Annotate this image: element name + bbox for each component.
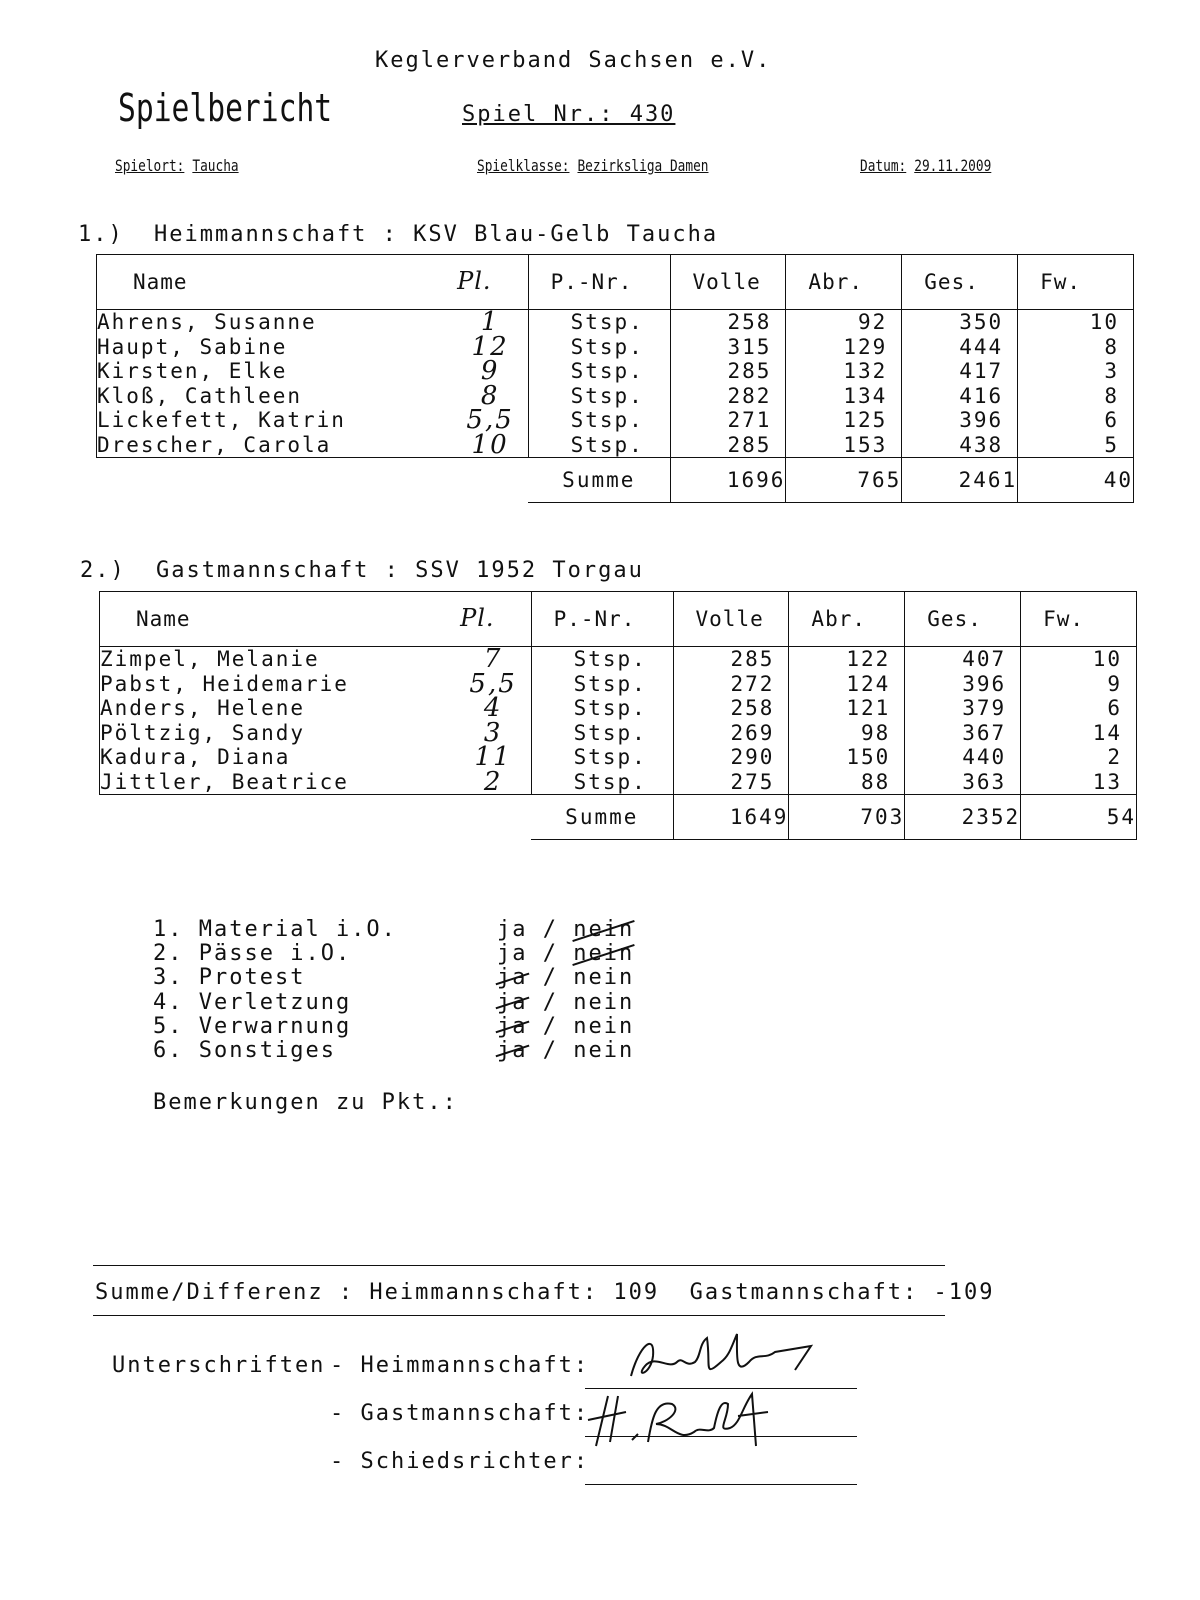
game-number: Spiel Nr.: 430 [462,102,676,127]
player-ges-2: 396 [962,671,1007,696]
home-signature-scribble [625,1326,825,1390]
player-ges-1: 350 [959,310,1004,334]
date-field [860,156,991,175]
ges-column-header: Ges. [902,255,1018,310]
player-ges-3: 417 [959,359,1004,383]
option-nein: nein [573,989,635,1015]
player-pl-5 [463,742,530,772]
date-value: 29.11.2009 [914,156,992,175]
player-pnr-5: Stsp. [573,745,647,769]
player-volle [673,647,789,795]
player-pnr [531,647,673,795]
player-fw [1018,310,1134,458]
sum-row [100,795,1137,840]
handwritten-place: 12 [471,331,509,362]
summary-top-rule [93,1265,945,1266]
player-name-4: Pöltzig, Sandy [100,720,306,745]
player-abr-3: 132 [843,359,888,383]
checklist-question: 6. Sonstiges [153,1037,336,1063]
player-pnr-2: Stsp. [573,671,647,696]
player-abr-4: 98 [860,720,891,745]
player-fw-2: 8 [1104,334,1119,359]
player-name-6: Jittler, Beatrice [100,769,349,794]
option-separator: / [527,917,574,942]
option-nein: nein [573,965,635,991]
player-fw-1: 10 [1089,310,1119,334]
player-fw-4: 8 [1104,383,1119,408]
guest-score-table [99,591,1137,840]
option-separator: / [527,1013,574,1039]
summary-label: Summe/Differenz : [95,1280,355,1305]
player-places [460,307,528,460]
player-ges-6: 438 [959,432,1004,457]
player-fw [1021,647,1137,795]
players-body [100,647,1137,795]
player-pnr-1: Stsp. [573,647,647,671]
checklist-question: 5. Verwarnung [153,1013,352,1039]
guest-team-label: Gastmannschaft : SSV 1952 Torgau [156,558,644,583]
name-column-header: Name Pl. [97,255,529,310]
sum-abr: 703 [789,795,905,840]
home-team-label: Heimmannschaft : KSV Blau-Gelb Taucha [154,222,719,247]
player-abr-5: 150 [846,745,891,769]
player-pnr-3: Stsp. [570,359,644,383]
option-nein: nein [573,1037,635,1063]
player-pl-3 [463,693,530,723]
pnr-column-header: P.-Nr. [531,592,673,647]
player-abr-2: 124 [846,671,891,696]
summary-line [95,1280,995,1305]
summary-guest-label: Gastmannschaft: [689,1280,919,1305]
checklist-item-5 [153,1015,634,1039]
player-name-2: Haupt, Sabine [97,334,288,359]
signatures-label: Unterschriften [112,1353,326,1378]
player-fw-6: 13 [1092,769,1122,794]
class-label: Spielklasse: [477,156,570,175]
option-nein: nein [573,917,635,942]
player-pl-6 [463,766,530,797]
player-pl-1 [460,307,527,337]
venue-value: Taucha [192,156,239,175]
player-volle-6: 285 [727,432,772,457]
option-nein: nein [573,1013,635,1039]
option-ja: ja [497,965,528,991]
player-ges [902,310,1018,458]
player-ges-4: 416 [959,383,1004,408]
summary-guest-value: -109 [933,1280,995,1305]
player-abr-3: 121 [846,696,891,720]
handwritten-place: 2 [483,766,503,797]
summary-home-label: Heimmannschaft: [369,1280,599,1305]
sum-label: Summe [531,795,673,840]
player-ges-5: 396 [959,408,1004,432]
name-column-header: Name Pl. [100,592,532,647]
class-field [477,156,708,175]
player-abr [789,647,905,795]
sum-volle: 1696 [670,458,786,503]
player-abr-1: 92 [857,310,888,334]
player-name-4: Kloß, Cathleen [97,383,303,408]
place-column-header: Pl. [457,267,492,295]
player-names [100,647,464,795]
player-volle-5: 271 [727,408,772,432]
player-fw-5: 2 [1107,745,1122,769]
player-fw-1: 10 [1092,647,1122,671]
ges-column-header: Ges. [905,592,1021,647]
handwritten-place: 11 [474,742,512,772]
player-volle-4: 282 [727,383,772,408]
handwritten-place: 10 [471,429,509,460]
player-name-3: Anders, Helene [100,696,306,720]
sum-volle: 1649 [673,795,789,840]
player-fw-4: 14 [1092,720,1122,745]
option-ja: ja [497,917,528,942]
summary-home-value: 109 [613,1280,660,1305]
home-section-number: 1.) [78,222,124,247]
document-title: Spielbericht [118,86,333,130]
player-volle-4: 269 [730,720,775,745]
player-abr-4: 134 [843,383,888,408]
player-pnr-3: Stsp. [573,696,647,720]
referee-signature-label: - Schiedsrichter: [330,1449,590,1474]
home-team-heading [78,222,718,247]
player-volle-2: 315 [727,334,772,359]
organization-name: Keglerverband Sachsen e.V. [375,48,772,73]
home-score-table [96,254,1134,503]
summary-bottom-rule [93,1315,945,1316]
player-fw-5: 6 [1104,408,1119,432]
sum-fw: 54 [1021,795,1137,840]
checklist-item-3 [153,966,634,990]
player-volle-1: 258 [727,310,772,334]
class-value: Bezirksliga Damen [577,156,709,175]
handwritten-place: 7 [483,644,503,674]
player-name-6: Drescher, Carola [97,432,332,457]
checklist-question: 4. Verletzung [153,989,352,1015]
option-separator: / [527,941,574,967]
player-volle-2: 272 [730,671,775,696]
player-pl-6 [460,429,527,460]
option-ja: ja [497,1013,528,1039]
volle-column-header: Volle [670,255,786,310]
option-separator: / [527,965,574,991]
player-name-2: Pabst, Heidemarie [100,671,349,696]
pnr-column-header: P.-Nr. [528,255,670,310]
guest-team-heading [80,558,644,583]
option-separator: / [527,1037,574,1063]
guest-section-number: 2.) [80,558,126,583]
table-header-row [100,592,1137,647]
player-pl-1 [463,644,530,674]
player-abr-1: 122 [846,647,891,671]
player-fw-2: 9 [1107,671,1122,696]
handwritten-place: 3 [483,717,503,748]
checklist-item-1 [153,918,634,942]
venue-field [115,156,239,175]
player-abr-2: 129 [843,334,888,359]
player-name-5: Lickefett, Katrin [97,408,346,432]
sum-fw: 40 [1018,458,1134,503]
handwritten-place: 4 [483,693,503,723]
sum-ges: 2461 [902,458,1018,503]
checklist-item-2 [153,942,634,966]
guest-signature-scribble [582,1388,772,1448]
fw-column-header: Fw. [1018,255,1134,310]
checklist [153,918,634,1063]
home-signature-label: - Heimmannschaft: [330,1353,590,1378]
player-abr-6: 153 [843,432,888,457]
player-fw-3: 3 [1104,359,1119,383]
player-abr-6: 88 [860,769,891,794]
remarks-label: Bemerkungen zu Pkt.: [153,1090,458,1115]
player-abr [786,310,902,458]
player-pnr-6: Stsp. [573,769,647,794]
player-names [97,310,461,458]
player-fw-3: 6 [1107,696,1122,720]
player-ges-1: 407 [962,647,1007,671]
handwritten-place: 9 [480,356,500,386]
table-header-row [97,255,1134,310]
player-places [463,644,531,797]
sum-abr: 765 [786,458,902,503]
player-volle-1: 285 [730,647,775,671]
handwritten-place: 8 [480,380,500,411]
sum-label: Summe [528,458,670,503]
checklist-question: 2. Pässe i.O. [153,941,352,967]
player-ges [905,647,1021,795]
player-volle-3: 258 [730,696,775,720]
player-ges-4: 367 [962,720,1007,745]
handwritten-place: 5,5 [466,405,514,435]
player-abr-5: 125 [843,408,888,432]
player-name-1: Zimpel, Melanie [100,647,320,671]
players-body [97,310,1134,458]
player-ges-5: 440 [962,745,1007,769]
venue-label: Spielort: [115,156,185,175]
player-name-1: Ahrens, Susanne [97,310,317,334]
player-pnr-4: Stsp. [573,720,647,745]
player-volle-3: 285 [727,359,772,383]
abr-column-header: Abr. [786,255,902,310]
option-separator: / [527,989,574,1015]
checklist-question: 3. Protest [153,965,306,991]
sum-row [97,458,1134,503]
sum-ges: 2352 [905,795,1021,840]
player-ges-6: 363 [962,769,1007,794]
handwritten-place: 1 [480,307,500,337]
volle-column-header: Volle [673,592,789,647]
option-ja: ja [497,989,528,1015]
option-ja: ja [497,1037,528,1063]
player-ges-2: 444 [959,334,1004,359]
player-ges-3: 379 [962,696,1007,720]
player-pl-5 [460,405,527,435]
player-pnr-5: Stsp. [570,408,644,432]
referee-signature-line [585,1484,857,1485]
player-fw-6: 5 [1104,432,1119,457]
player-pnr [528,310,670,458]
player-pnr-6: Stsp. [570,432,644,457]
player-pnr-1: Stsp. [570,310,644,334]
option-nein: nein [573,941,635,967]
player-pl-3 [460,356,527,386]
place-column-header: Pl. [460,604,495,632]
player-volle-6: 275 [730,769,775,794]
player-pnr-4: Stsp. [570,383,644,408]
player-volle-5: 290 [730,745,775,769]
guest-signature-label: - Gastmannschaft: [330,1401,590,1426]
player-volle [670,310,786,458]
fw-column-header: Fw. [1021,592,1137,647]
player-pnr-2: Stsp. [570,334,644,359]
checklist-question: 1. Material i.O. [153,917,397,942]
date-label: Datum: [860,156,907,175]
player-name-5: Kadura, Diana [100,745,291,769]
option-ja: ja [497,941,528,967]
checklist-item-4 [153,991,634,1015]
abr-column-header: Abr. [789,592,905,647]
checklist-item-6 [153,1039,634,1063]
player-name-3: Kirsten, Elke [97,359,288,383]
handwritten-place: 5,5 [469,668,517,699]
